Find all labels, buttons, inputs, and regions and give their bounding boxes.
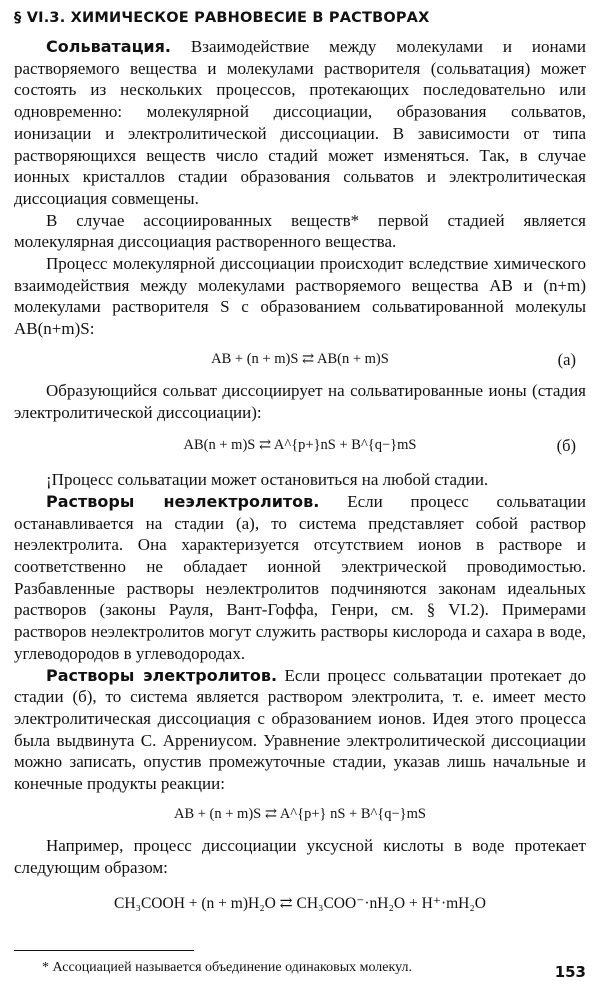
footnote: * Ассоциацией называется объединение одинаковых молекул.	[42, 960, 412, 976]
equation-formula: AB + (n + m)S ⇄ A^{p+} nS + B^{q−}mS	[173, 805, 426, 822]
paragraph-electrolytes	[14, 665, 586, 795]
heading-nonelectrolytes: Растворы неэлектролитов.	[46, 491, 320, 511]
footnote-divider	[14, 950, 194, 951]
equation-c	[14, 795, 586, 835]
page-number: 153	[554, 963, 586, 981]
paragraph-nonelectrolytes	[14, 491, 586, 665]
paragraph-text: Если процесс сольватации останавливается на стадии (а), то система представляет собой раствор неэлектролита. Она характеризуется отсутствием ионов в растворе и соответственно не обладает ионной электрической проводимостью. Разбавленные растворы неэлектролитов подчиняются законам идеальных растворов (законы Рауля, Вант-Гоффа, Генри, см. § VI.2). Примерами растворов неэлектролитов могут служить растворы кислорода и сахара в воде, углеводородов в углеводородах.	[14, 491, 586, 663]
equation-label: (а)	[557, 349, 576, 369]
equation-a	[14, 340, 586, 380]
heading-solvation: Сольватация.	[46, 37, 171, 56]
paragraph-solvation	[14, 36, 586, 210]
paragraph-molecular-dissociation: Процесс молекулярной диссоциации происходит вследствие химического взаимодействия между молекулами растворяемого вещества AB и (n+m) молекулами растворителя S с образованием сольватированной молекулы AB(n+m)S:	[14, 254, 586, 339]
paragraph-associated: В случае ассоциированных веществ* первой стадией является молекулярная диссоциация растворенного вещества.	[14, 210, 586, 252]
page-content	[14, 36, 586, 979]
equation-label: (б)	[556, 436, 576, 456]
equation-formula: AB(n + m)S ⇄ A^{p+}nS + B^{q−}mS	[183, 437, 417, 454]
section-header: § VI.3. ХИМИЧЕСКОЕ РАВНОВЕСИЕ В РАСТВОРАХ	[14, 10, 430, 26]
equation-formula: AB + (n + m)S ⇄ AB(n + m)S	[211, 350, 389, 367]
paragraph-solvate-dissociation: Образующийся сольват диссоциирует на сольватированные ионы (стадия электролитической диссоциации):	[14, 380, 586, 422]
paragraph-process-stop: ¡Процесс сольватации может остановиться на любой стадии.	[46, 470, 489, 490]
heading-electrolytes: Растворы электролитов.	[46, 665, 278, 685]
equation-acetic-acid	[14, 878, 586, 930]
paragraph-text: Если процесс сольватации протекает до стадии (б), то система является раствором электролита, т. е. имеет место электролитическая диссоциация с образованием ионов. Идея этого процесса была выдвинута С. Аррениусом. Уравнение электролитической диссоциации можно записать, опустив промежуточные стадии, указав лишь начальные и конечные продукты реакции:	[14, 665, 586, 794]
paragraph-text: Взаимодействие между молекулами и ионами растворяемого вещества и молекулами растворителя (сольватация) может состоять из нескольких процессов, протекающих последовательно или одновременно: молекулярной диссоциации, образования сольватов, ионизации и электролитической диссоциации. В зависимости от типа растворяющихся веществ число стадий может изменяться. Так, в случае ионных кристаллов стадии образования сольватов и электролитическая диссоциация совмещены.	[14, 37, 586, 208]
equation-b	[14, 423, 586, 469]
paragraph-acetic-acid: Например, процесс диссоциации уксусной кислоты в воде протекает следующим образом:	[14, 835, 586, 877]
equation-formula: CH₃COOH + (n + m)H₂O ⇄ CH₃COO⁻·nH₂O + H⁺·mH₂O	[114, 895, 486, 913]
